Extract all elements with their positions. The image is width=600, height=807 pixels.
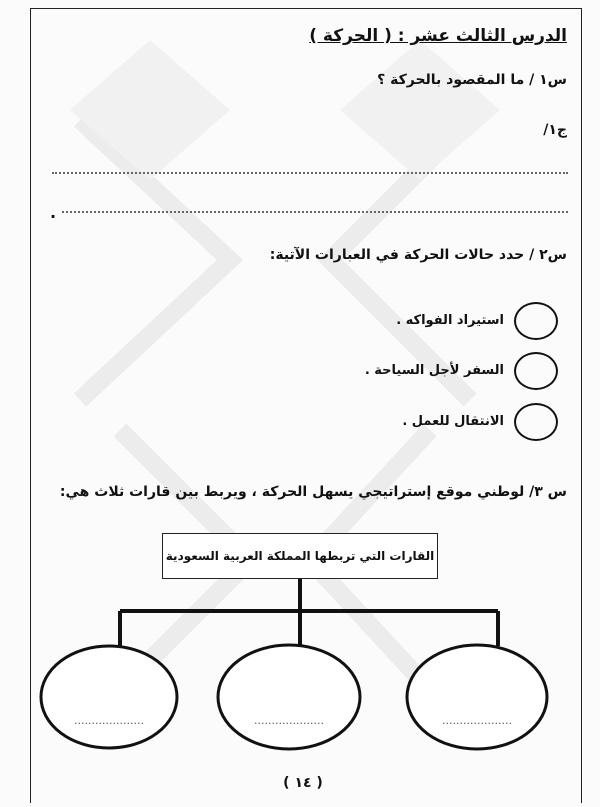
continent-oval-2 <box>218 645 360 749</box>
question-3: س ٣/ لوطني موقع إستراتيجي يسهل الحركة ، ويربط بين قارات ثلاث هي: <box>59 484 567 500</box>
continent-answer-1[interactable]: .................... <box>74 714 144 727</box>
continent-answer-2[interactable]: .................... <box>254 714 324 727</box>
continent-oval-1 <box>41 646 177 748</box>
continent-oval-3 <box>407 645 547 749</box>
q2-item-3: الانتقال للعمل . <box>402 414 504 429</box>
continent-answer-3[interactable]: .................... <box>442 714 512 727</box>
lesson-title: الدرس الثالث عشر : ( الحركة ) <box>309 26 567 46</box>
diagram-root-box: القارات التي تربطها المملكة العربية السعودية <box>162 533 438 579</box>
q2-item-1: استيراد الفواكه . <box>396 313 504 328</box>
question-1: س١ / ما المقصود بالحركة ؟ <box>377 72 567 88</box>
answer-line-end: . <box>50 203 57 222</box>
page-number: ( ١٤ ) <box>283 775 323 791</box>
q2-item-2: السفر لأجل السياحة . <box>364 363 504 378</box>
answer-1-label: ج١/ <box>543 122 567 138</box>
question-2: س٢ / حدد حالات الحركة في العبارات الآتية: <box>269 247 567 263</box>
